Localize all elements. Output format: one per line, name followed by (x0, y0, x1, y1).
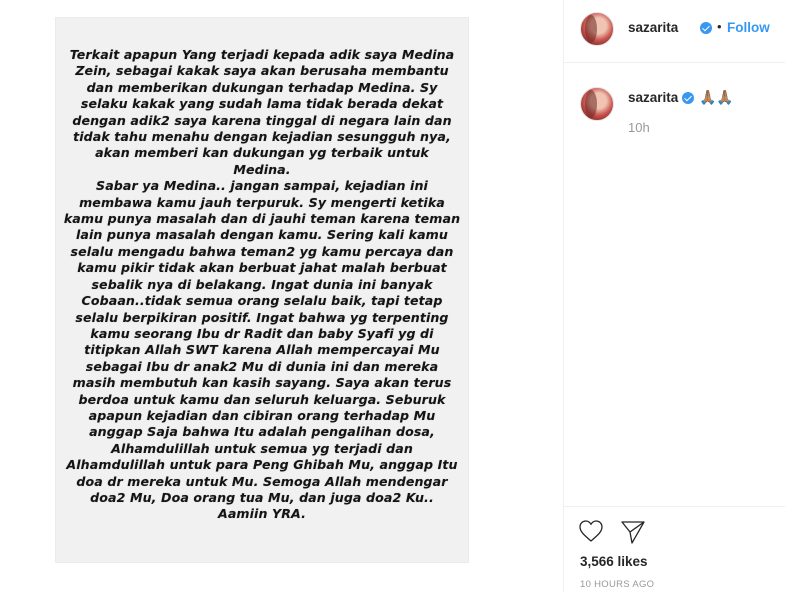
story-line: Sabar ya Medina.. jangan sampai, kejadian ini (96, 178, 428, 194)
post-actions (564, 506, 785, 593)
story-line: Aamiin YRA. (217, 506, 307, 522)
header-username[interactable]: sazarita (628, 20, 679, 35)
story-line: anggap Saja bahwa Itu adalah pengalihan dosa, (89, 424, 435, 440)
story-line: tidak tahu menahu dengan kejadian sesungguh nya, (73, 129, 451, 145)
verified-badge-icon (682, 92, 694, 104)
post-header (564, 0, 785, 63)
story-line: dan memberikan dukungan terhadap Medina. Sy (86, 79, 438, 95)
caption-comment (564, 62, 785, 506)
story-text (55, 47, 469, 523)
avatar[interactable] (580, 12, 614, 46)
story-line: doa dr mereka untuk Mu. Semoga Allah mendengar (76, 473, 448, 489)
story-line: akan memberi kan dukungan yg terbaik untuk (95, 145, 429, 161)
story-line: selalu mengadu bahwa teman2 yg kamu percaya dan (70, 243, 454, 259)
story-line: selalu berpikiran positif. Ingat bahwa yg terpenting (75, 309, 449, 325)
story-line: masih membutuh kan kasih sayang. Saya akan terus (72, 375, 452, 391)
story-line: lain punya masalah dengan kamu. Sering kali kamu (76, 227, 448, 243)
story-line: kamu punya masalah dan di jauhi teman karena teman (63, 211, 461, 227)
story-line: kamu pikir tidak akan berbuat jahat malah berbuat (77, 260, 447, 276)
caption-text: 🙏🏽🙏🏽 (699, 89, 734, 105)
story-line: apapun kejadian dan cibiran orang terhadap Mu (88, 407, 436, 423)
story-line: sebalik nya di belakang. Ingat dunia ini banyak (91, 276, 433, 292)
story-line: dengan adik2 saya karena tinggal di negara lain dan (72, 112, 452, 128)
separator-dot: • (717, 19, 722, 34)
post-side-panel (563, 0, 785, 592)
caption-avatar[interactable] (580, 87, 614, 121)
likes-count[interactable]: 3,566 likes (580, 554, 648, 569)
story-line: titipkan Allah SWT karena Allah mempercayai Mu (84, 342, 440, 358)
story-line: sebagai Ibu dr anak2 Mu di dunia ini dan mereka (85, 358, 439, 374)
story-line: Medina. (233, 161, 291, 177)
post-timestamp[interactable]: 10 HOURS AGO (580, 579, 655, 590)
heart-icon[interactable] (578, 519, 604, 548)
story-line: Terkait apapun Yang terjadi kepada adik saya Medina (69, 47, 455, 62)
story-line: doa2 Mu, Doa orang tua Mu, dan juga doa2 Ku.. (90, 489, 434, 505)
story-line: Alhamdulillah untuk para Peng Ghibah Mu, anggap Itu (66, 457, 458, 473)
post-image[interactable] (55, 17, 469, 563)
story-line: kamu seorang Ibu dr Radit dan baby Syafi yg di (90, 325, 434, 341)
story-line: Zein, sebagai kakak saya akan berusaha membantu (75, 63, 449, 79)
paper-plane-icon[interactable] (620, 519, 646, 550)
follow-button[interactable]: Follow (727, 20, 770, 35)
verified-badge-icon (700, 22, 712, 34)
story-line: membawa kamu jauh terpuruk. Sy mengerti ketika (79, 194, 445, 210)
story-line: Cobaan..tidak semua orang selalu baik, tapi tetap (81, 293, 443, 309)
caption-username[interactable]: sazarita (628, 90, 679, 105)
story-line: Alhamdulillah untuk semua yg terjadi dan (111, 440, 413, 456)
story-line: berdoa untuk kamu dan seluruh keluarga. Seburuk (78, 391, 446, 407)
caption-timestamp[interactable]: 10h (628, 120, 650, 135)
story-line: selaku kakak yang sudah lama tidak berada dekat (80, 96, 444, 112)
